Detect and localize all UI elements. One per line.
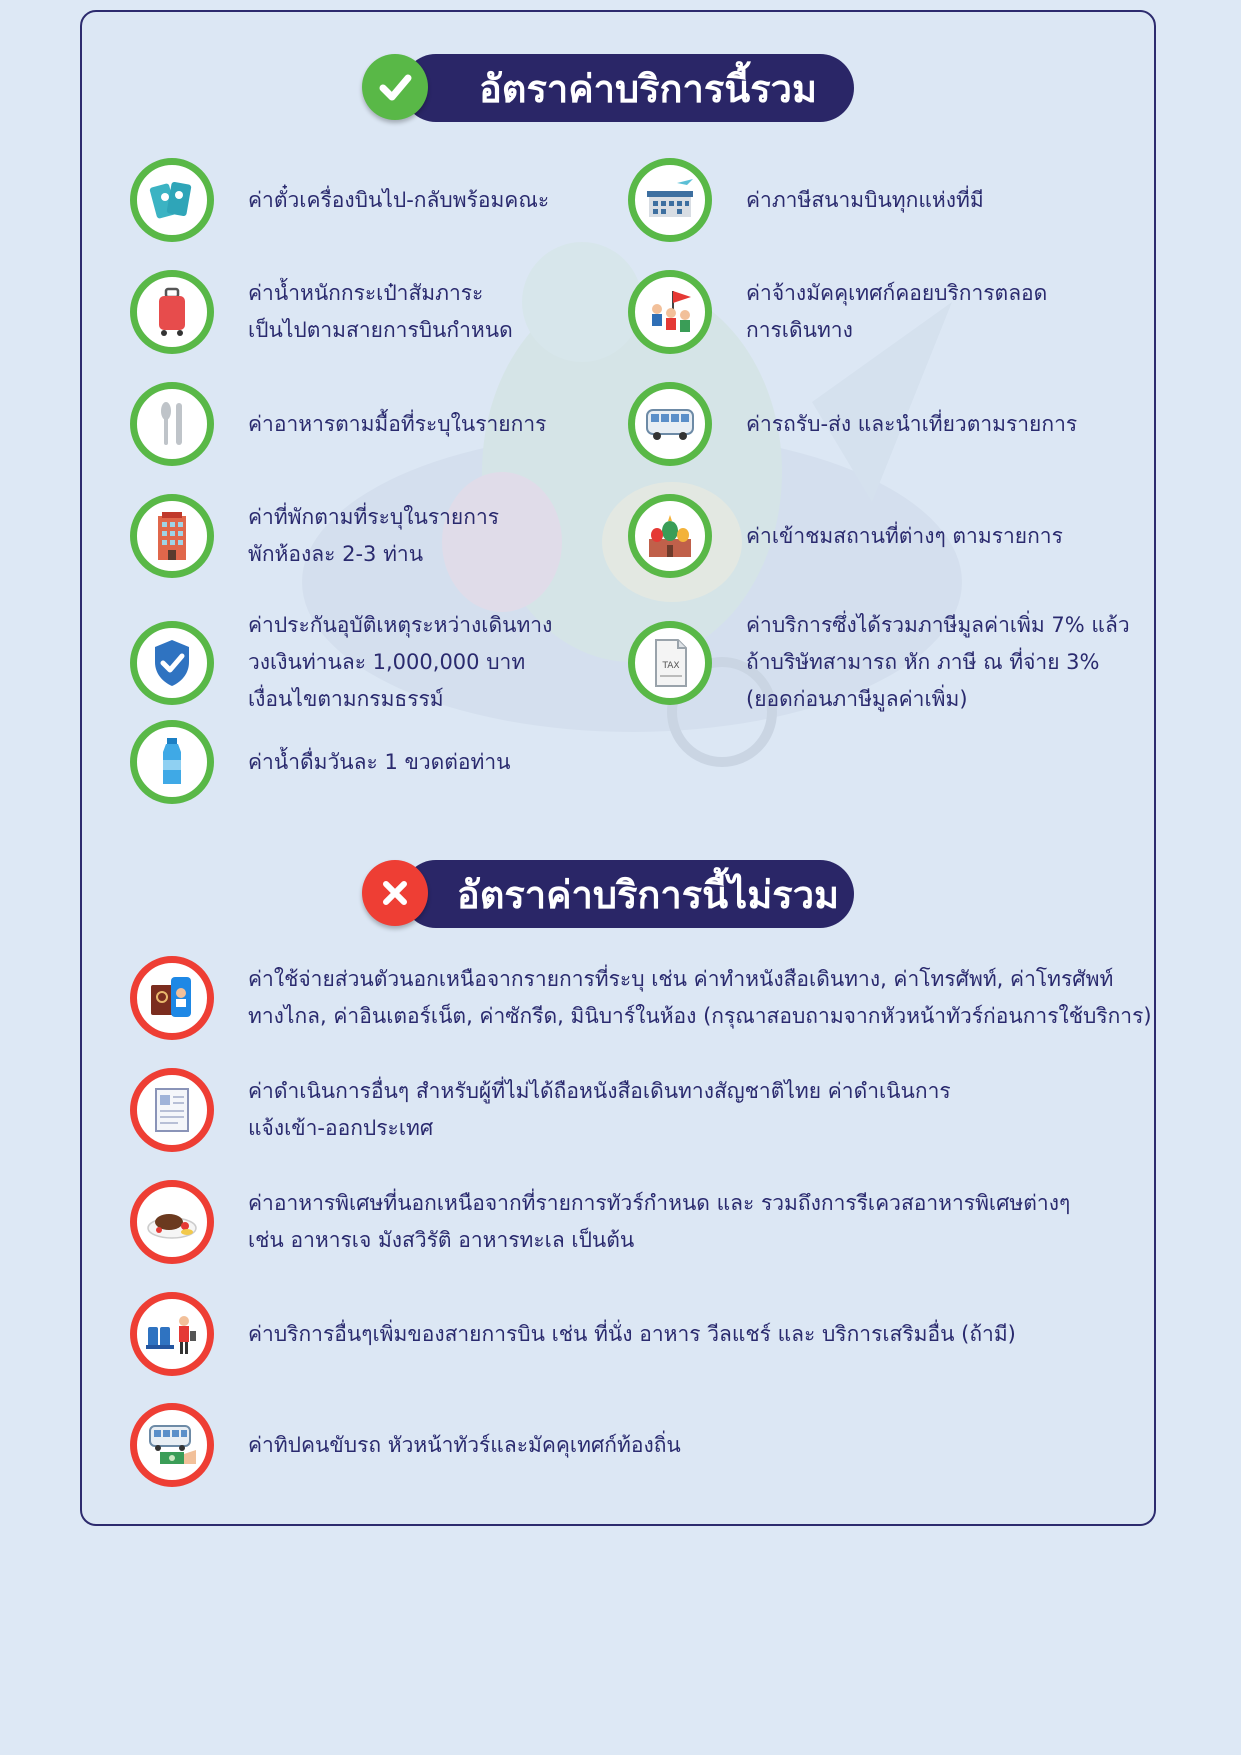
airline-ticket-icon <box>130 158 214 242</box>
airport-building-icon <box>628 158 712 242</box>
excluded-title: อัตราค่าบริการนี้ไม่รวม <box>402 860 854 928</box>
tip-bus-icon <box>130 1403 214 1487</box>
landmark-icon <box>628 494 712 578</box>
excluded-item: ค่าดำเนินการอื่นๆ สำหรับผู้ที่ไม่ได้ถือหนังสือเดินทางสัญชาติไทย ค่าดำเนินการ แจ้งเข้า-ออกประเทศ <box>130 1068 951 1152</box>
cross-icon <box>362 860 428 926</box>
passport-phone-icon <box>130 956 214 1040</box>
excluded-item: ค่าทิปคนขับรถ หัวหน้าทัวร์และมัคคุเทศก์ท้องถิ่น <box>130 1403 681 1487</box>
visa-document-icon <box>130 1068 214 1152</box>
tax-document-icon <box>628 621 712 705</box>
included-item: ค่าน้ำดื่มวันละ 1 ขวดต่อท่าน <box>130 720 511 804</box>
included-item: ค่าน้ำหนักกระเป๋าสัมภาระ เป็นไปตามสายการบินกำหนด <box>130 270 513 354</box>
insurance-shield-icon <box>130 621 214 705</box>
cutlery-icon <box>130 382 214 466</box>
included-title: อัตราค่าบริการนี้รวม <box>402 54 854 122</box>
tour-guide-icon <box>628 270 712 354</box>
excluded-item: ค่าใช้จ่ายส่วนตัวนอกเหนือจากรายการที่ระบุ เช่น ค่าทำหนังสือเดินทาง, ค่าโทรศัพท์, ค่าโทรศัพท์ ทางไกล, ค่าอินเตอร์เน็ต, ค่าซักรีด, มินิบาร์ในห้อง (กรุณาสอบถามจากหัวหน้าทัวร์ก่อนการใช้บริการ) <box>130 956 1152 1040</box>
included-item: TAX ค่าบริการซึ่งได้รวมภาษีมูลค่าเพิ่ม 7% แล้ว ถ้าบริษัทสามารถ หัก ภาษี ณ ที่จ่าย 3% (ยอดก่อนภาษีมูลค่าเพิ่ม) <box>628 607 1130 718</box>
included-item: ค่าเข้าชมสถานที่ต่างๆ ตามรายการ <box>628 494 1063 578</box>
airline-service-icon <box>130 1292 214 1376</box>
luggage-icon <box>130 270 214 354</box>
service-rates-card <box>80 10 1156 1526</box>
water-bottle-icon <box>130 720 214 804</box>
included-item: ค่าประกันอุบัติเหตุระหว่างเดินทาง วงเงินท่านละ 1,000,000 บาท เงื่อนไขตามกรมธรรม์ <box>130 607 552 718</box>
included-item: ค่าอาหารตามมื้อที่ระบุในรายการ <box>130 382 546 466</box>
included-section-header <box>362 48 882 124</box>
check-icon <box>362 54 428 120</box>
included-item: ค่าที่พักตามที่ระบุในรายการ พักห้องละ 2-3 ท่าน <box>130 494 499 578</box>
hotel-icon <box>130 494 214 578</box>
excluded-section-header <box>362 854 882 930</box>
included-item: ค่ารถรับ-ส่ง และนำเที่ยวตามรายการ <box>628 382 1077 466</box>
excluded-item: ค่าบริการอื่นๆเพิ่มของสายการบิน เช่น ที่นั่ง อาหาร วีลแชร์ และ บริการเสริมอื่น (ถ้ามี) <box>130 1292 1016 1376</box>
included-item: ค่าตั๋วเครื่องบินไป-กลับพร้อมคณะ <box>130 158 549 242</box>
svg-text:TAX: TAX <box>662 660 680 671</box>
bus-icon <box>628 382 712 466</box>
excluded-item: ค่าอาหารพิเศษที่นอกเหนือจากที่รายการทัวร์กำหนด และ รวมถึงการรีเควสอาหารพิเศษต่างๆ เช่น อาหารเจ มังสวิรัติ อาหารทะเล เป็นต้น <box>130 1180 1070 1264</box>
included-item: ค่าภาษีสนามบินทุกแห่งที่มี <box>628 158 984 242</box>
special-meal-icon <box>130 1180 214 1264</box>
included-item: ค่าจ้างมัคคุเทศก์คอยบริการตลอด การเดินทาง <box>628 270 1047 354</box>
